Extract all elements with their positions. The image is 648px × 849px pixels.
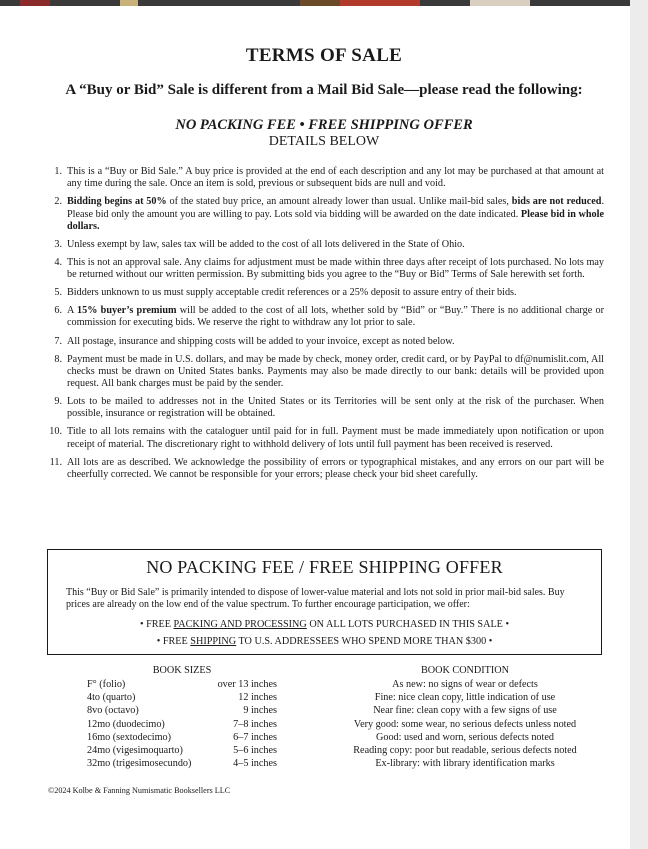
book-condition-row: Fine: nice clean copy, little indication of use [374,692,556,704]
offer-bullet-packing [48,619,601,630]
book-size-value: 9 inches [243,705,277,717]
term-item [48,305,604,329]
term-item [48,196,604,233]
term-item [48,426,604,450]
book-condition-row: Reading copy: poor but readable, serious defects noted [353,745,577,757]
term-number: 6. [54,305,62,317]
book-sizes-table [87,678,277,770]
book-size-row [87,757,277,770]
book-size-value: 12 inches [238,692,277,704]
term-bold-text: 15% buyer’s premium [77,305,177,317]
term-text: A [67,305,78,317]
top-image-strip [0,0,648,6]
term-text: Payment must be made in U.S. dollars, and may be made by check, money order, credit card, or by PayPal to df@numislit.com, All checks must be drawn on United States banks. Payments may also be made directly to our bank: details will be provided upon request. All bank charges must be paid by the sender. [67,353,604,390]
bullet-underlined-text: PACKING AND PROCESSING [173,619,307,630]
book-sizes-heading: BOOK SIZES [152,665,212,676]
term-number: 8. [54,353,62,365]
term-bold-text: Please bid in whole dollars. [67,208,604,232]
term-text: Lots to be mailed to addresses not in the United States or its Territories will be sent only at the risk of the purchaser. When possible, insurance or registration will be obtained. [67,396,604,420]
book-condition-heading: BOOK CONDITION [420,665,509,676]
book-size-row [87,691,277,704]
book-size-value: 6–7 inches [233,731,277,743]
book-size-name: 16mo (sextodecimo) [87,731,172,743]
book-size-value: over 13 inches [217,679,277,690]
term-number: 11. [49,456,62,468]
bullet-text: TO U.S. ADDRESSEES WHO SPEND MORE THAN $300 • [236,636,493,647]
term-number: 7. [54,335,62,347]
book-size-row [87,704,277,717]
term-item [48,336,604,348]
book-condition-row: As new: no signs of wear or defects [392,679,538,690]
term-item [48,166,604,190]
term-number: 9. [54,396,62,408]
copyright-footer: ©2024 Kolbe & Fanning Numismatic Booksellers LLC [48,786,231,795]
term-text: This is not an approval sale. Any claims for adjustment must be made within three days after receipt of lots purchased. No lots may be returned without our written permission. By submitting bids you agree to the “Buy or Bid” Terms of Sale herewith set forth. [67,256,604,281]
book-size-value: 5–6 inches [233,744,277,756]
book-size-name: F° (folio) [87,679,126,690]
term-item [48,239,604,251]
term-text: . Please bid only the amount you are willing to pay. Lots sold via bidding will be awarded on the date indicated. [67,196,604,220]
term-item [48,287,604,299]
book-size-name: 4to (quarto) [87,692,136,704]
bullet-text: • FREE [139,619,174,630]
term-text: of the stated buy price, an amount already lower than usual. Unlike mail-bid sales, [166,196,512,208]
free-shipping-offer-box [47,549,602,655]
term-text: All postage, insurance and shipping costs will be added to your invoice, except as noted below. [67,335,455,347]
term-text: This is a “Buy or Bid Sale.” A buy price is provided at the end of each description and any lot may be purchased at that amount at any time during the sale. Once an item is sold, previous or subsequent bids are null and void. [67,166,604,190]
book-condition-row: Ex-library: with library identification marks [375,758,555,770]
offer-heading: NO PACKING FEE • FREE SHIPPING OFFER [175,117,473,133]
term-number: 4. [54,256,62,268]
term-item [48,457,604,481]
book-condition-row: Near fine: clean copy with a few signs of use [373,705,557,717]
offer-subheading: DETAILS BELOW [268,134,380,149]
book-size-row [87,731,277,744]
book-condition-list [330,678,600,770]
bullet-text: ON ALL LOTS PURCHASED IN THIS SALE • [306,619,510,630]
term-bold-text: bids are not reduced [511,196,602,208]
term-number: 2. [54,196,62,208]
book-size-value: 7–8 inches [233,718,277,730]
book-size-row [87,744,277,757]
term-number: 10. [49,426,62,438]
term-item [48,257,604,281]
bullet-text: • FREE [156,636,191,647]
book-condition-row: Very good: some wear, no serious defects unless noted [353,718,577,730]
term-item [48,354,604,391]
offer-box-title: NO PACKING FEE / FREE SHIPPING OFFER [146,557,503,577]
term-text: Title to all lots remains with the cataloguer until paid for in full. Payment must be made immediately upon notification or upon receipt of material. The discretionary right to withhold delivery of lots until full payment has been received is reserved. [67,426,604,450]
term-text: will be added to the cost of all lots, whether sold by “Bid” or “Buy.” There is no additional charge or commission for executing bids. We reserve the right to withdraw any lot prior to sale. [67,305,604,329]
page-title: TERMS OF SALE [245,45,403,66]
term-text: Bidders unknown to us must supply acceptable credit references or a 25% deposit to assure entry of their bids. [67,287,517,299]
term-number: 5. [54,287,62,299]
book-size-row [87,718,277,731]
offer-bullet-shipping [48,636,601,647]
page-subtitle: A “Buy or Bid” Sale is different from a Mail Bid Sale—please read the following: [65,82,583,98]
term-item [48,396,604,420]
book-size-name: 12mo (duodecimo) [87,718,165,730]
book-size-name: 32mo (trigesimosecundo) [87,758,192,770]
book-condition-row: Good: used and worn, serious defects noted [376,731,554,743]
book-size-name: 24mo (vigesimoquarto) [87,744,183,756]
term-text: All lots are as described. We acknowledge the possibility of errors or typographical mistakes, and any errors on our part will be cheerfully corrected. We cannot be responsible for your errors; please check your bid sheet carefully. [67,456,604,480]
offer-box-body: This “Buy or Bid Sale” is primarily intended to dispose of lower-value material and lots not sold in prior mail-bid sales. Buy prices are already on the low end of the value spectrum. To further encourage participation, we offer: [66,587,565,611]
book-size-value: 4–5 inches [233,758,277,770]
terms-list [48,166,604,487]
term-number: 1. [54,166,62,177]
term-number: 3. [54,238,62,250]
term-text: Unless exempt by law, sales tax will be added to the cost of all lots delivered in the State of Ohio. [67,238,465,250]
book-size-name: 8vo (octavo) [87,705,139,717]
bullet-underlined-text: SHIPPING [190,636,237,647]
book-size-row [87,678,277,691]
term-bold-text: Bidding begins at 50% [67,196,167,208]
